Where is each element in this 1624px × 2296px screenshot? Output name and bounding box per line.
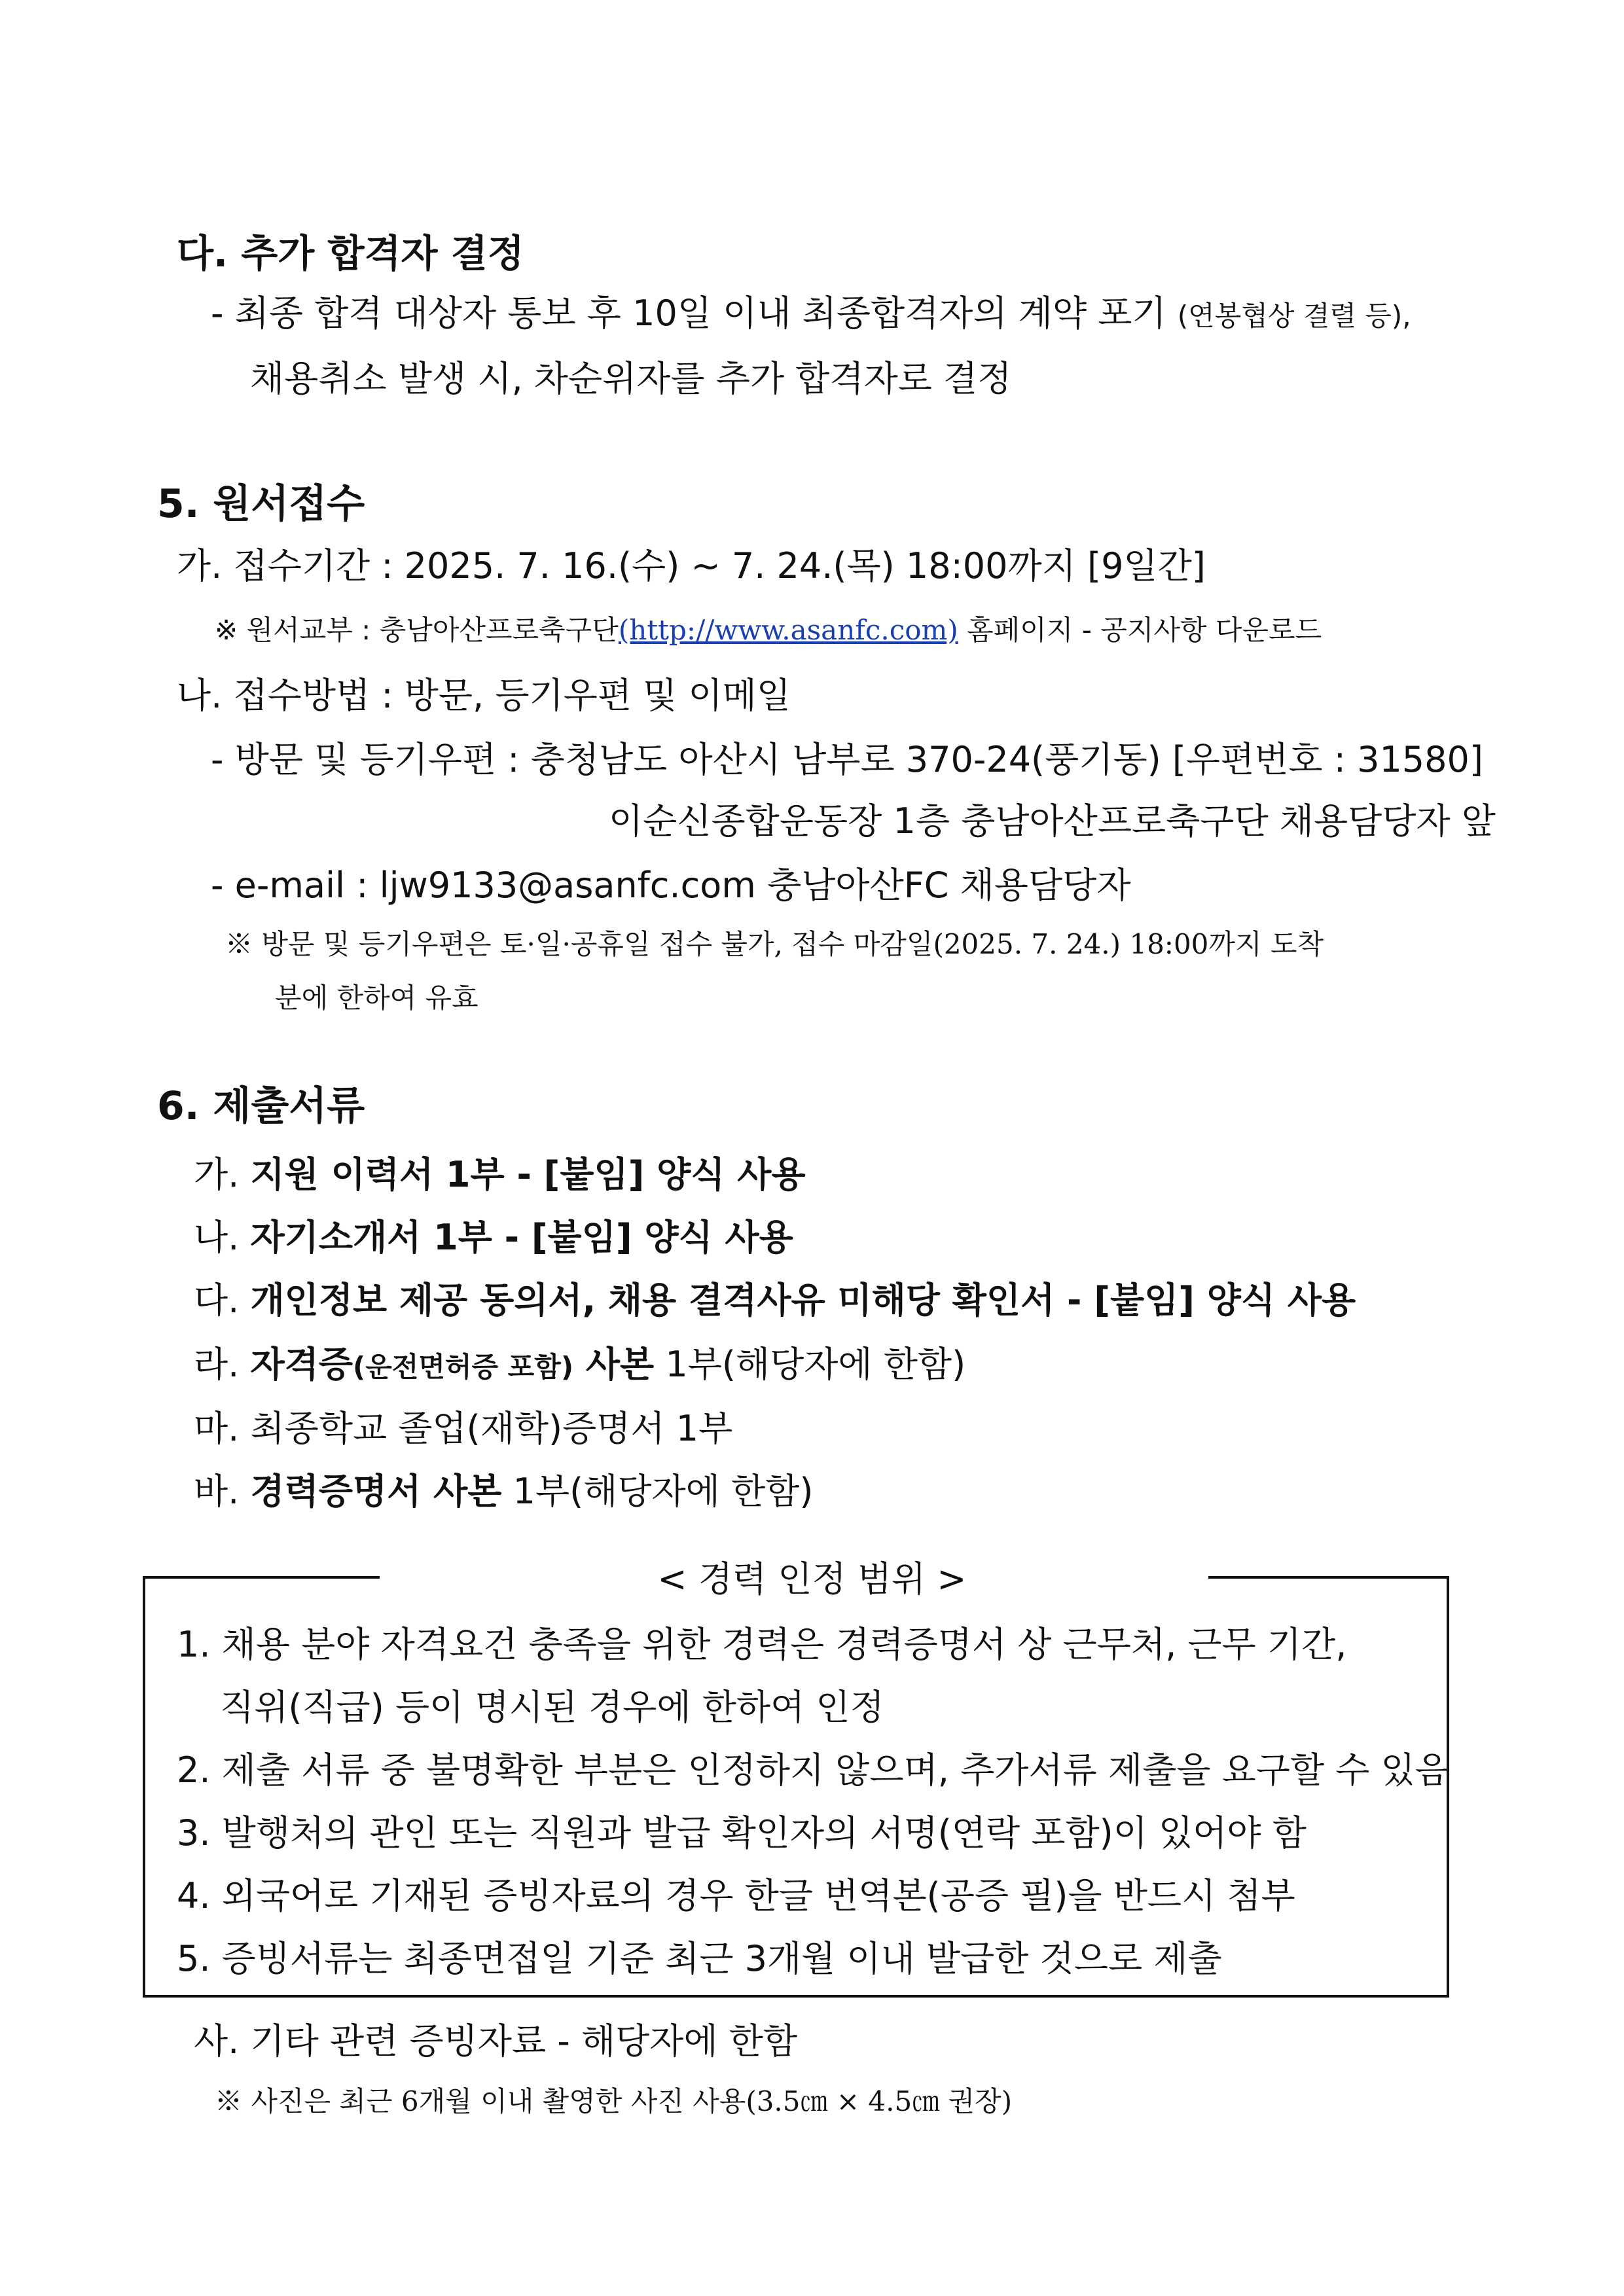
doc-item-2 [194, 1217, 793, 1258]
box-line-5: 5. 증빙서류는 최종면접일 기준 최근 3개월 이내 발급한 것으로 제출 [177, 1938, 1222, 1979]
section-c-line1-main: - 최종 합격 대상자 통보 후 10일 이내 최종합격자의 계약 포기 [211, 293, 1178, 334]
doc-item-prefix: 다. [194, 1280, 251, 1321]
section-c-line1-small: (연봉협상 결렬 등), [1177, 300, 1411, 332]
section5-title: 5. 원서접수 [157, 481, 365, 527]
visit-line2: 이순신종합운동장 1층 충남아산프로축구단 채용담당자 앞 [609, 800, 1496, 842]
box-line-1: 1. 채용 분야 자격요건 충족을 위한 경력은 경력증명서 상 근무처, 근무 기간, [177, 1624, 1347, 1665]
doc-item-prefix: 마. [194, 1408, 251, 1449]
section5-note [215, 614, 1322, 646]
doc-item-6 [194, 1471, 814, 1512]
note2-line2: 분에 한하여 유효 [275, 982, 478, 1014]
section5-method: 나. 접수방법 : 방문, 등기우편 및 이메일 [177, 675, 791, 716]
box-line-3: 3. 발행처의 관인 또는 직원과 발급 확인자의 서명(연락 포함)이 있어야 함 [177, 1812, 1307, 1854]
doc-item-5 [194, 1408, 733, 1449]
doc-item-bold-small: (운전면허증 포함) [353, 1351, 574, 1383]
section-c-heading: 다. 추가 합격자 결정 [177, 231, 524, 276]
section-c-line2: 채용취소 발생 시, 차순위자를 추가 합격자로 결정 [250, 358, 1012, 399]
doc-item-1 [194, 1154, 806, 1195]
doc-item-prefix: 바. [194, 1471, 251, 1512]
doc-item-prefix: 라. [194, 1344, 251, 1385]
note-prefix: ※ 원서교부 : 충남아산프로축구단 [215, 614, 619, 646]
doc-item-4 [194, 1344, 966, 1385]
visit-line1: - 방문 및 등기우편 : 충청남도 아산시 남부로 370-24(풍기동) [우편번호 : 31580] [211, 739, 1483, 780]
doc-item-rest: 1부(해당자에 한함) [654, 1344, 966, 1385]
doc-item-bold: 지원 이력서 1부 - [붙임] 양식 사용 [250, 1154, 806, 1195]
doc-item-bold2: 사본 [573, 1344, 655, 1385]
doc-item-prefix: 나. [194, 1217, 251, 1258]
box-line-1-cont: 직위(직급) 등이 명시된 경우에 한하여 인정 [220, 1687, 884, 1728]
doc-item-bold: 개인정보 제공 동의서, 채용 결격사유 미해당 확인서 - [붙임] 양식 사용 [250, 1280, 1356, 1321]
email-line: - e-mail : ljw9133@asanfc.com 충남아산FC 채용담당자 [211, 865, 1131, 906]
section5-period: 가. 접수기간 : 2025. 7. 16.(수) ~ 7. 24.(목) 18:00까지 [9일간] [177, 545, 1206, 586]
homepage-link[interactable]: (http://www.asanfc.com) [618, 614, 958, 646]
doc-item-3 [194, 1280, 1356, 1321]
section6-title: 6. 제출서류 [157, 1083, 365, 1129]
doc-item-bold: 자기소개서 1부 - [붙임] 양식 사용 [250, 1217, 793, 1258]
note2-line1: ※ 방문 및 등기우편은 토·일·공휴일 접수 불가, 접수 마감일(2025. 7. 24.) 18:00까지 도착 [225, 928, 1324, 960]
other-docs: 사. 기타 관련 증빙자료 - 해당자에 한함 [194, 2020, 798, 2062]
doc-item-rest: 1부(해당자에 한함) [501, 1471, 814, 1512]
doc-item-prefix: 가. [194, 1154, 251, 1195]
box-title: < 경력 인정 범위 > [657, 1558, 967, 1600]
doc-item-rest: 최종학교 졸업(재학)증명서 1부 [250, 1408, 733, 1449]
note-suffix: 홈페이지 - 공지사항 다운로드 [958, 614, 1322, 646]
doc-item-bold: 자격증 [250, 1344, 353, 1385]
photo-note: ※ 사진은 최근 6개월 이내 촬영한 사진 사용(3.5㎝ × 4.5㎝ 권장) [215, 2085, 1013, 2117]
box-line-4: 4. 외국어로 기재된 증빙자료의 경우 한글 번역본(공증 필)을 반드시 첨부 [177, 1875, 1295, 1916]
doc-item-bold: 경력증명서 사본 [250, 1471, 502, 1512]
box-line-2: 2. 제출 서류 중 불명확한 부분은 인정하지 않으며, 추가서류 제출을 요구할 수 있음 [177, 1749, 1449, 1791]
section-c-line1 [211, 293, 1411, 334]
